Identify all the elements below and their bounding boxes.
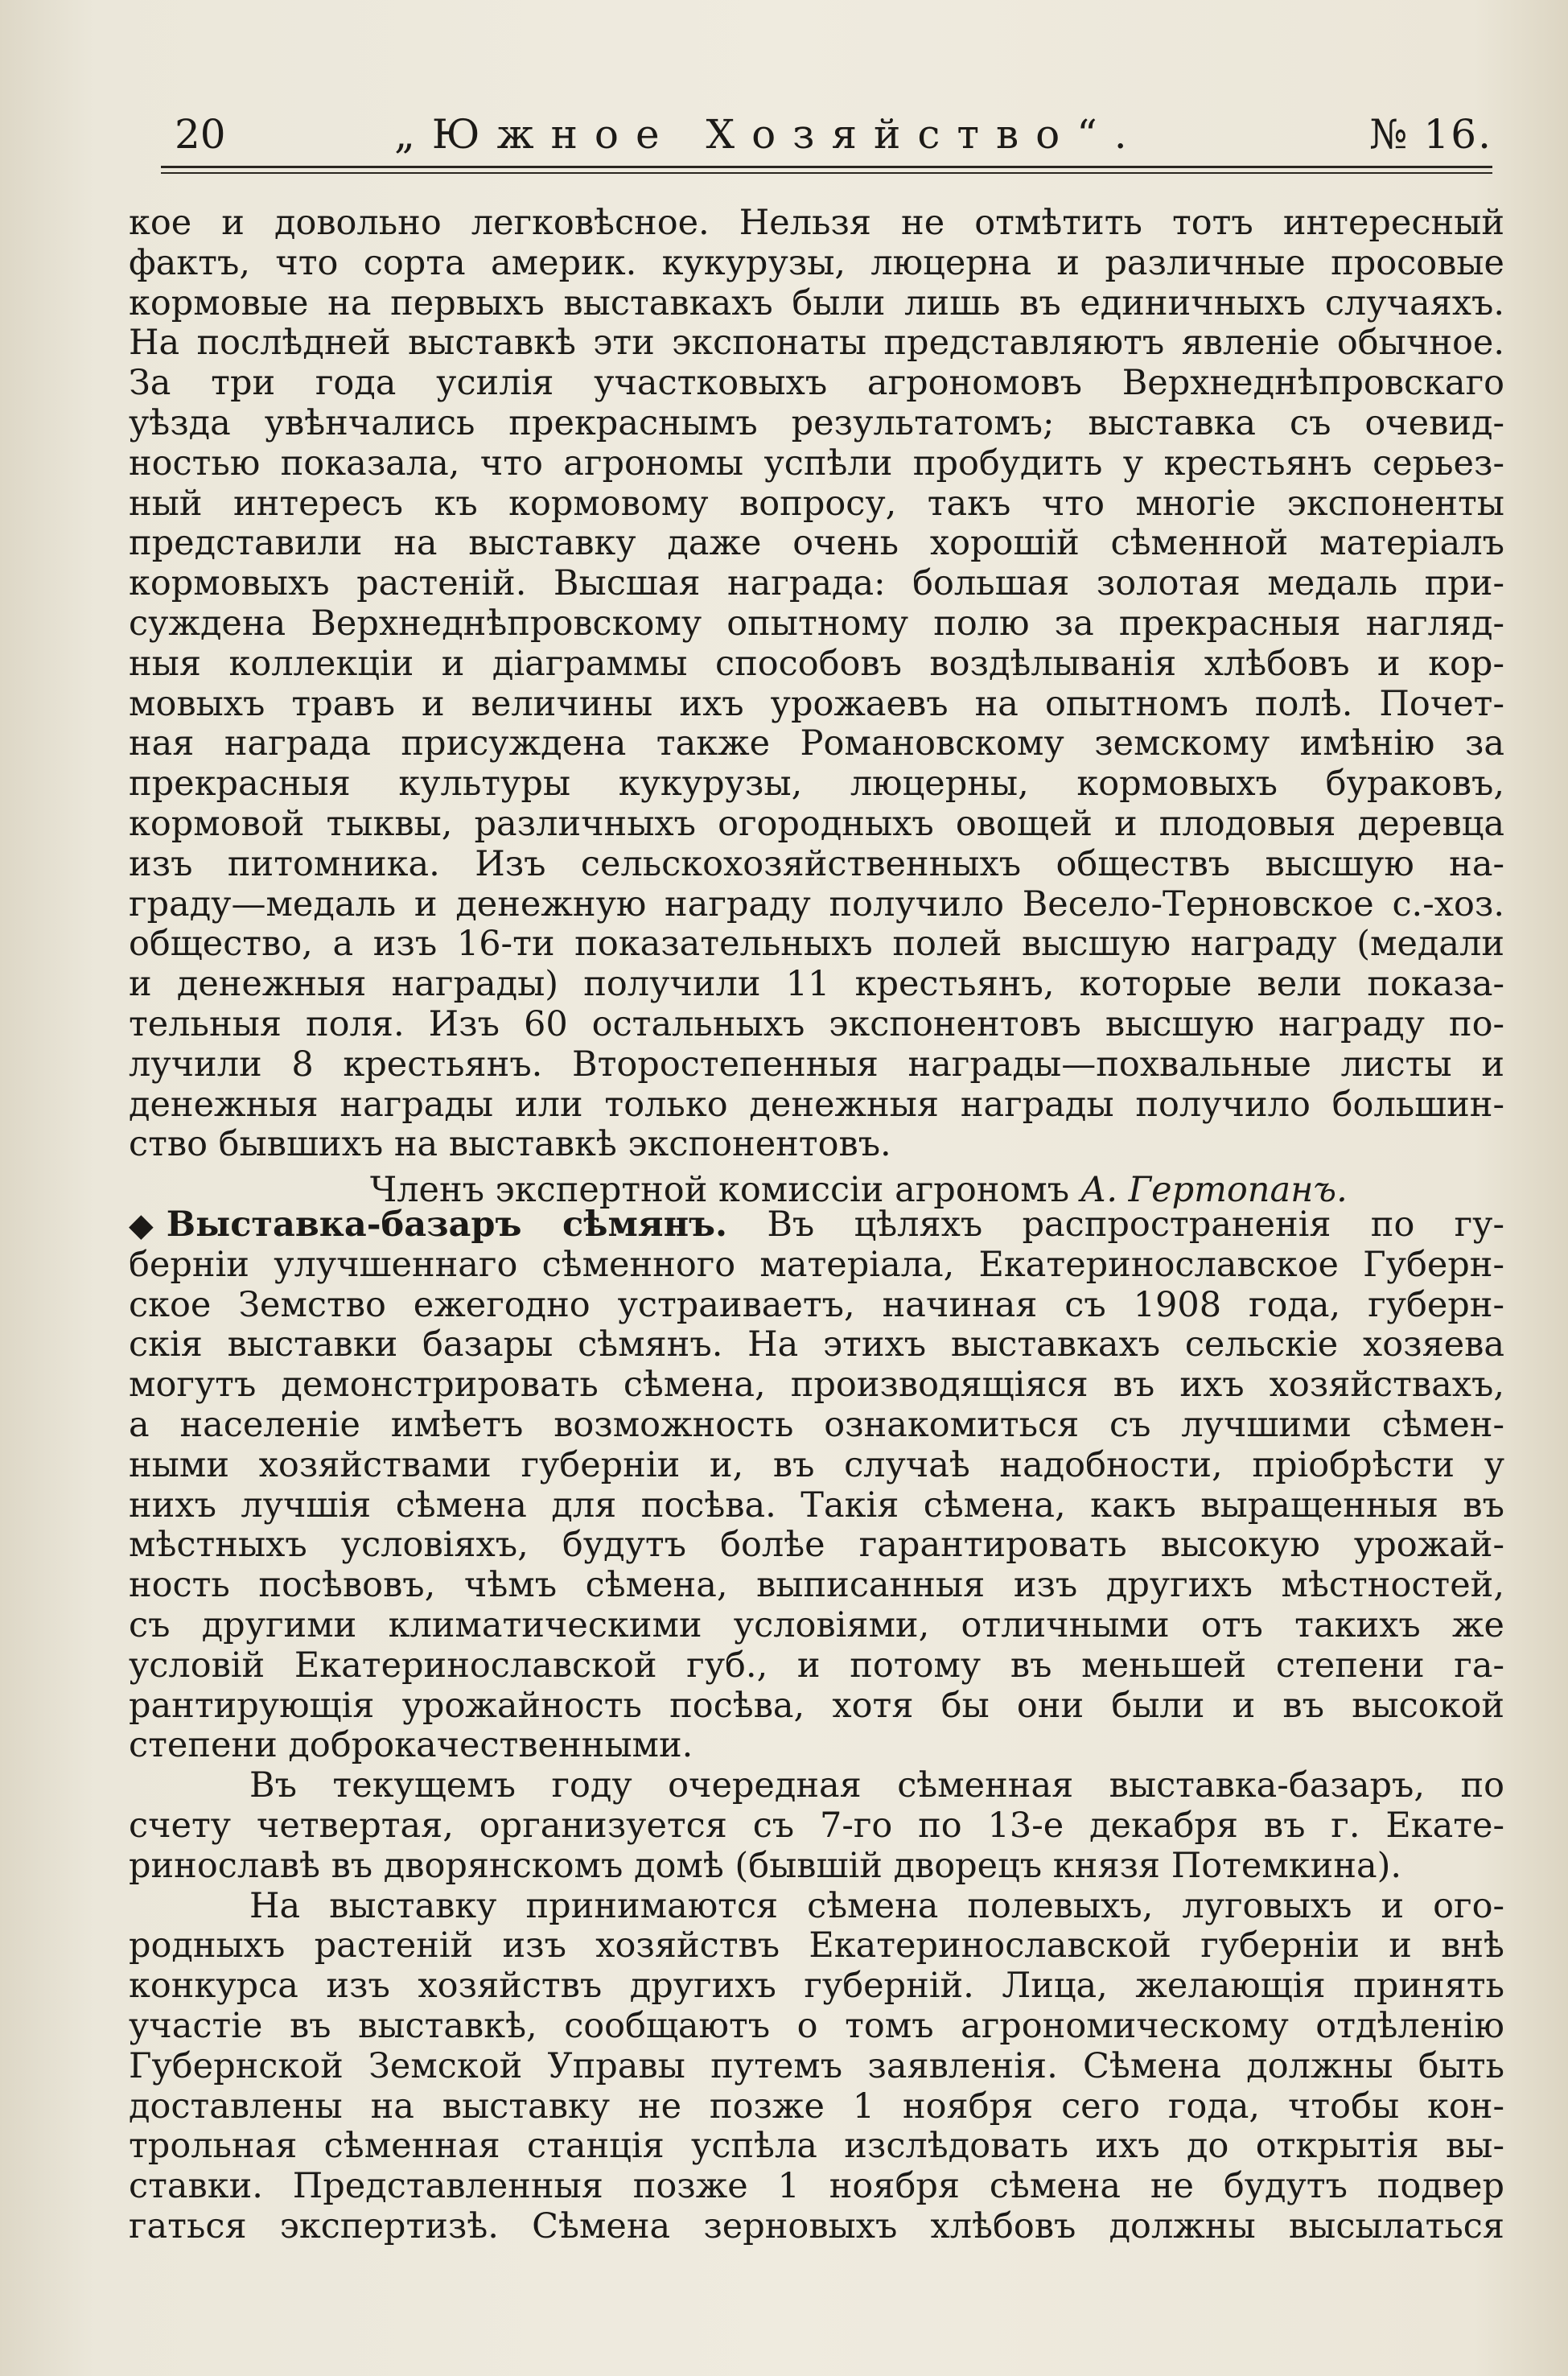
text-line: Въ текущемъ году очередная сѣменная выставка-базаръ, по (249, 1765, 1504, 1806)
text-line: ство бывшихъ на выставкѣ экспонентовъ. (129, 1124, 891, 1165)
article-exhibition-report (129, 204, 1504, 1215)
article-seed-bazaar (129, 1205, 1504, 2247)
text-line: ныя коллекціи и діаграммы способовъ воздѣлыванія хлѣбовъ и кор- (129, 643, 1504, 684)
text-line: трольная сѣменная станція успѣла изслѣдовать ихъ до открытія вы- (129, 2126, 1504, 2167)
page-number: 20 (175, 111, 226, 158)
text-line: рантирующія урожайность посѣва, хотя бы они были и въ высокой (129, 1685, 1504, 1726)
lead-text: Въ цѣляхъ распространенія по гу- (727, 1204, 1505, 1245)
text-line: и денежныя награды) получили 11 крестьянъ, которые вели показа- (129, 964, 1504, 1005)
text-line: мовыхъ травъ и величины ихъ урожаевъ на опытномъ полѣ. Почет- (129, 683, 1504, 724)
text-line: гаться экспертизѣ. Сѣмена зерновыхъ хлѣбовъ должны высылаться (129, 2205, 1504, 2246)
text-line: ность посѣвовъ, чѣмъ сѣмена, выписанныя изъ другихъ мѣстностей, (129, 1565, 1504, 1606)
text-line: денежныя награды или только денежныя награды получило большин- (129, 1084, 1504, 1125)
text-line: ная награда присуждена также Романовскому земскому имѣнію за (129, 723, 1504, 764)
text-line: граду—медаль и денежную награду получило Весело-Терновское с.-хоз. (129, 883, 1504, 924)
section-ornament-icon: ◆ (129, 1207, 154, 1244)
text-line: кое и довольно легковѣсное. Нельзя не отмѣтить тотъ интересный (129, 203, 1504, 243)
running-header (165, 106, 1492, 163)
text-line: суждена Верхнеднѣпровскому опытному полю за прекрасныя нагляд- (129, 603, 1504, 644)
article-title: Выставка-базаръ сѣмянъ. (166, 1204, 728, 1245)
text-line: На выставку принимаются сѣмена полевыхъ, луговыхъ и ого- (249, 1885, 1504, 1926)
text-line: могутъ демонстрировать сѣмена, производящіяся въ ихъ хозяйствахъ, (129, 1365, 1504, 1406)
text-line: На послѣдней выставкѣ эти экспонаты представляютъ явленіе обычное. (129, 323, 1504, 364)
text-line: родныхъ растеній изъ хозяйствъ Екатеринославской губерніи и внѣ (129, 1925, 1504, 1966)
text-line: За три года усилія участковыхъ агрономовъ Верхнеднѣпровскаго (129, 363, 1504, 404)
text-line: кормовой тыквы, различныхъ огородныхъ овощей и плодовыя деревца (129, 803, 1504, 844)
text-line: мѣстныхъ условіяхъ, будутъ болѣе гарантировать высокую урожай- (129, 1525, 1504, 1566)
text-line: ское Земство ежегодно устраиваетъ, начиная съ 1908 года, губерн- (129, 1284, 1504, 1325)
text-line: участіе въ выставкѣ, сообщаютъ о томъ агрономическому отдѣленію (129, 2005, 1504, 2046)
text-line: кормовыхъ растеній. Высшая награда: большая золотая медаль при- (129, 563, 1504, 604)
text-line: доставлены на выставку не позже 1 ноября сего года, чтобы кон- (129, 2086, 1504, 2127)
text-line: лучили 8 крестьянъ. Второстепенныя награды—похвальные листы и (129, 1044, 1504, 1085)
signature-prefix: Членъ экспертной комиссіи агрономъ (370, 1170, 1070, 1211)
text-line: прекрасныя культуры кукурузы, люцерны, кормовыхъ бураковъ, (129, 764, 1504, 805)
text-line: изъ питомника. Изъ сельскохозяйственныхъ обществъ высшую на- (129, 843, 1504, 884)
journal-title: „Южное Хозяйство“. (394, 111, 1144, 158)
text-line: тельныя поля. Изъ 60 остальныхъ экспонентовъ высшую награду по- (129, 1003, 1504, 1044)
text-line: ный интересъ къ кормовому вопросу, такъ что многіе экспоненты (129, 483, 1504, 524)
text-line: счету четвертая, организуется съ 7-го по 13-е декабря въ г. Екате- (129, 1805, 1504, 1846)
text-line: ными хозяйствами губерніи и, въ случаѣ надобности, пріобрѣсти у (129, 1444, 1504, 1485)
text-line: фактъ, что сорта америк. кукурузы, люцерна и различные просовые (129, 242, 1504, 283)
text-line: съ другими климатическими условіями, отличными отъ такихъ же (129, 1604, 1504, 1645)
text-line: ностью показала, что агрономы успѣли пробудить у крестьянъ серьез- (129, 443, 1504, 484)
text-line: представили на выставку даже очень хорошій сѣменной матеріалъ (129, 523, 1504, 564)
text-line: берніи улучшеннаго сѣменного матеріала, Екатеринославское Губерн- (129, 1244, 1504, 1285)
text-line: Губернской Земской Управы путемъ заявленія. Сѣмена должны быть (129, 2045, 1504, 2086)
text-line: общество, а изъ 16-ти показательныхъ полей высшую награду (медали (129, 924, 1504, 965)
text-line: кормовые на первыхъ выставкахъ были лишь въ единичныхъ случаяхъ. (129, 282, 1504, 323)
text-line: ставки. Представленныя позже 1 ноября сѣмена не будутъ подвер (129, 2166, 1504, 2207)
text-line: нихъ лучшія сѣмена для посѣва. Такія сѣмена, какъ выращенныя въ (129, 1484, 1504, 1526)
header-rule-thin (161, 172, 1492, 174)
article-lead-line (129, 1205, 1504, 1246)
text-line: условій Екатеринославской губ., и потому въ меньшей степени га- (129, 1645, 1504, 1686)
signature-name: А. Гертопанъ. (1080, 1170, 1348, 1211)
text-line: ринославѣ въ дворянскомъ домѣ (бывшій дворецъ князя Потемкина). (129, 1845, 1402, 1886)
text-line: скія выставки базары сѣмянъ. На этихъ выставкахъ сельскіе хозяева (129, 1324, 1504, 1365)
issue-number: № 16. (1369, 111, 1492, 158)
header-rule (161, 166, 1492, 168)
text-line: уѣзда увѣнчались прекраснымъ результатомъ; выставка съ очевид- (129, 402, 1504, 443)
text-line: конкурса изъ хозяйствъ другихъ губерній. Лица, желающія принять (129, 1966, 1504, 2007)
text-line: а населеніе имѣетъ возможность ознакомиться съ лучшими сѣмен- (129, 1404, 1504, 1445)
text-line: степени доброкачественными. (129, 1725, 693, 1766)
